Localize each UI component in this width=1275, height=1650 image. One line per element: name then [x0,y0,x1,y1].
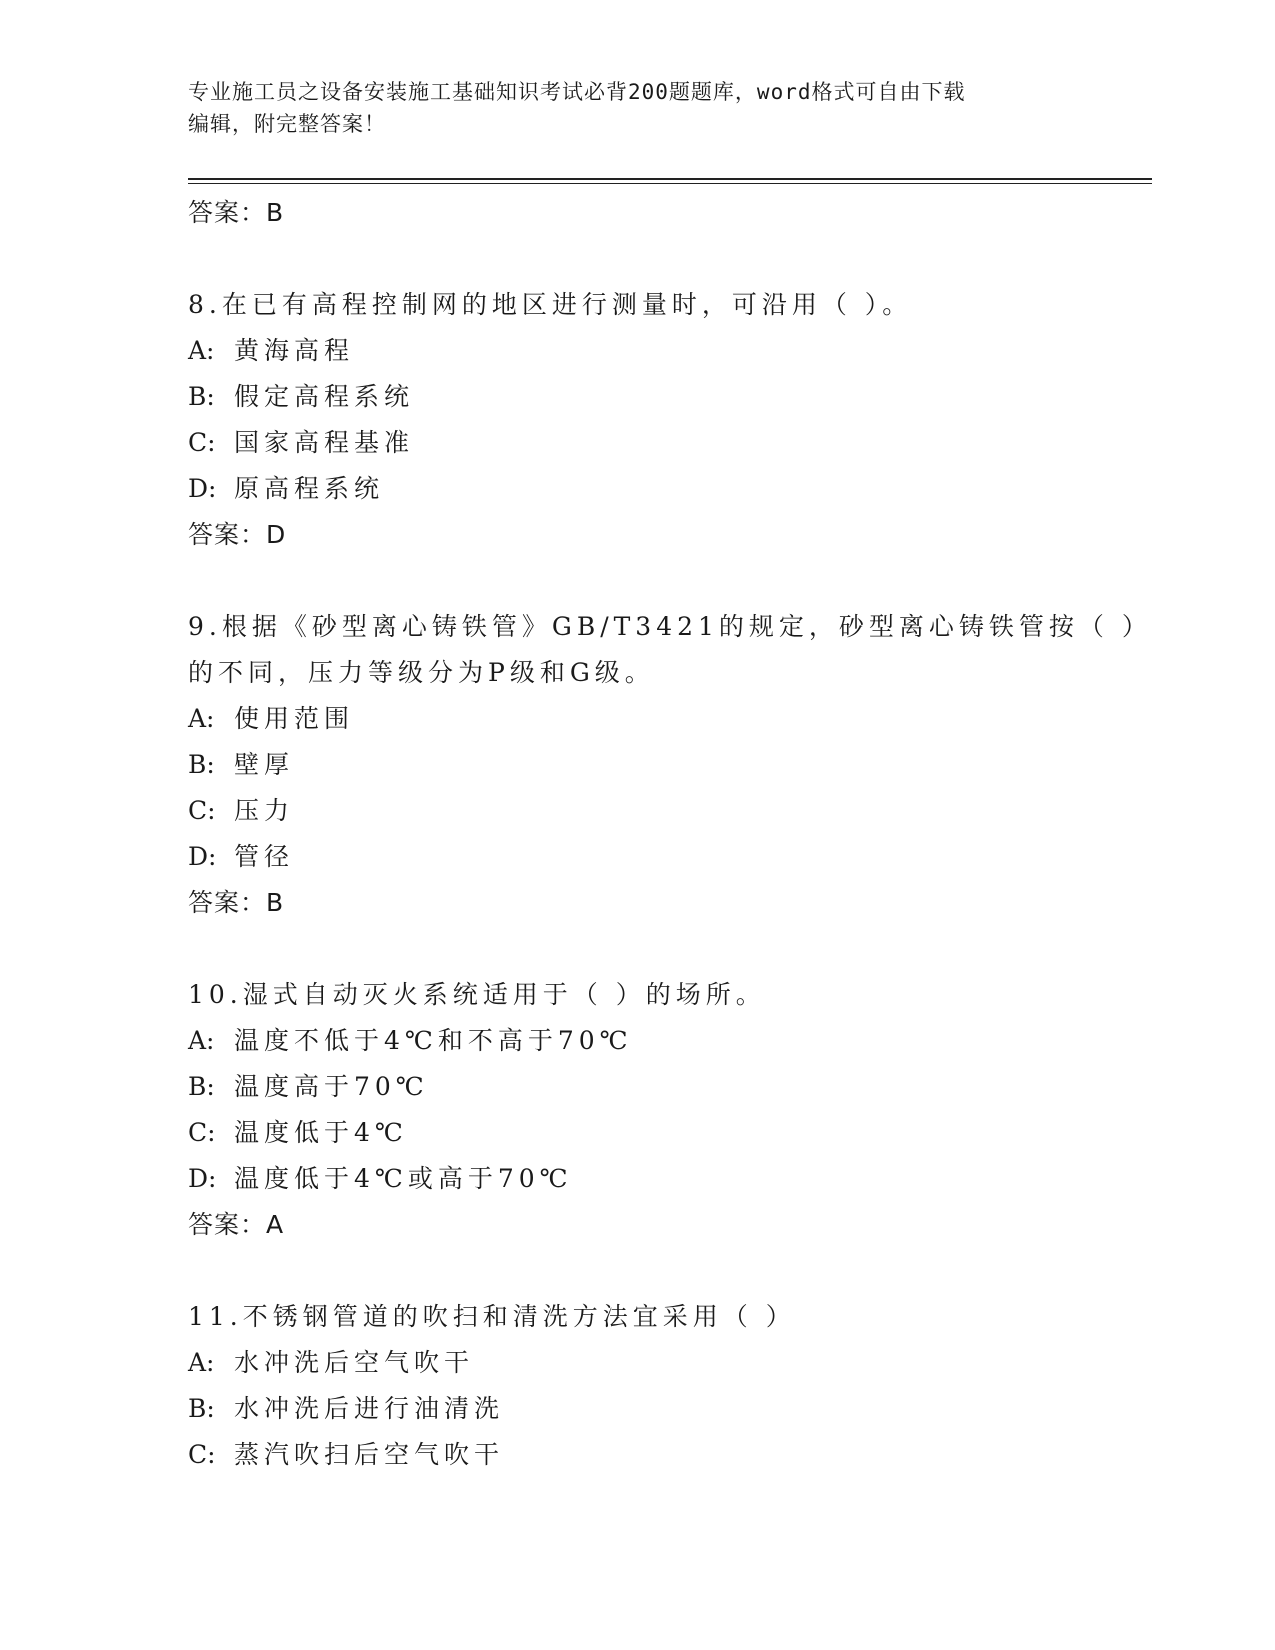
option-text: 蒸汽吹扫后空气吹干 [234,1440,505,1469]
question-list [188,190,1152,1478]
answer-prefix: 答案： [188,888,267,917]
option-text: 温度低于4℃或高于70℃ [234,1164,573,1193]
option-item [188,1386,1088,1432]
option-item [188,834,1088,880]
option-text: 国家高程基准 [234,428,415,457]
question-block [188,604,1152,926]
answer-value: D [266,520,287,549]
answer-prefix: 答案： [188,520,267,549]
option-label: A: [188,1348,215,1377]
option-item [188,742,1088,788]
option-text: 温度低于4℃ [234,1118,408,1147]
option-label: C: [188,1440,216,1469]
option-label: A: [188,704,215,733]
question-spacer [188,558,1088,604]
question-text: 8.在已有高程控制网的地区进行测量时，可沿用（ ）。 [188,290,913,319]
option-label: C: [188,428,216,457]
answer-value: A [266,1210,285,1239]
question-text: 9.根据《砂型离心铸铁管》GB/T3421的规定，砂型离心铸铁管按（ ） [188,612,1152,641]
question-block [188,972,1088,1248]
question-spacer [188,1248,1088,1294]
option-item [188,420,1088,466]
option-item [188,696,1088,742]
option-item [188,1432,1088,1478]
option-item [188,328,1088,374]
header-divider-thin [188,183,1152,184]
option-label: B: [188,750,215,779]
answer-line [188,190,1088,236]
option-label: A: [188,336,215,365]
header-divider [188,178,1152,180]
question-block [188,1294,1088,1478]
option-text: 壁厚 [234,750,295,779]
option-text: 假定高程系统 [234,382,415,411]
option-item [188,1018,1088,1064]
question-text: 10.湿式自动灭火系统适用于（ ）的场所。 [188,980,766,1009]
option-text: 温度高于70℃ [234,1072,429,1101]
answer-prefix: 答案： [188,1210,267,1239]
option-text: 水冲洗后进行油清洗 [234,1394,505,1423]
document-header [188,76,1088,140]
answer-value: B [266,888,285,917]
option-label: C: [188,1118,216,1147]
answer-prefix: 答案： [188,198,267,227]
option-text: 管径 [234,842,295,871]
header-line-2: 编辑，附完整答案！ [188,112,386,136]
question-spacer [188,236,1088,282]
answer-line [188,512,1088,558]
option-text: 黄海高程 [234,336,355,365]
option-item [188,1156,1088,1202]
option-label: B: [188,1394,215,1423]
option-text: 压力 [234,796,295,825]
option-label: C: [188,796,216,825]
option-item [188,788,1088,834]
question-text: 的不同，压力等级分为P级和G级。 [188,658,655,687]
option-item [188,374,1088,420]
question-spacer [188,926,1088,972]
option-text: 使用范围 [234,704,355,733]
answer-line [188,880,1088,926]
option-text: 原高程系统 [234,474,385,503]
option-text: 温度不低于4℃和不高于70℃ [234,1026,633,1055]
option-label: B: [188,382,215,411]
answer-value: B [266,198,285,227]
option-item [188,1110,1088,1156]
option-label: D: [188,474,217,503]
option-label: D: [188,842,217,871]
question-text: 11.不锈钢管道的吹扫和清洗方法宜采用（ ） [188,1302,796,1331]
option-label: A: [188,1026,215,1055]
question-block [188,282,1088,558]
header-line-1: 专业施工员之设备安装施工基础知识考试必背200题题库，word格式可自由下载 [188,80,966,104]
option-item [188,466,1088,512]
option-item [188,1340,1088,1386]
option-item [188,1064,1088,1110]
option-label: B: [188,1072,215,1101]
answer-line [188,1202,1088,1248]
option-text: 水冲洗后空气吹干 [234,1348,475,1377]
option-label: D: [188,1164,217,1193]
